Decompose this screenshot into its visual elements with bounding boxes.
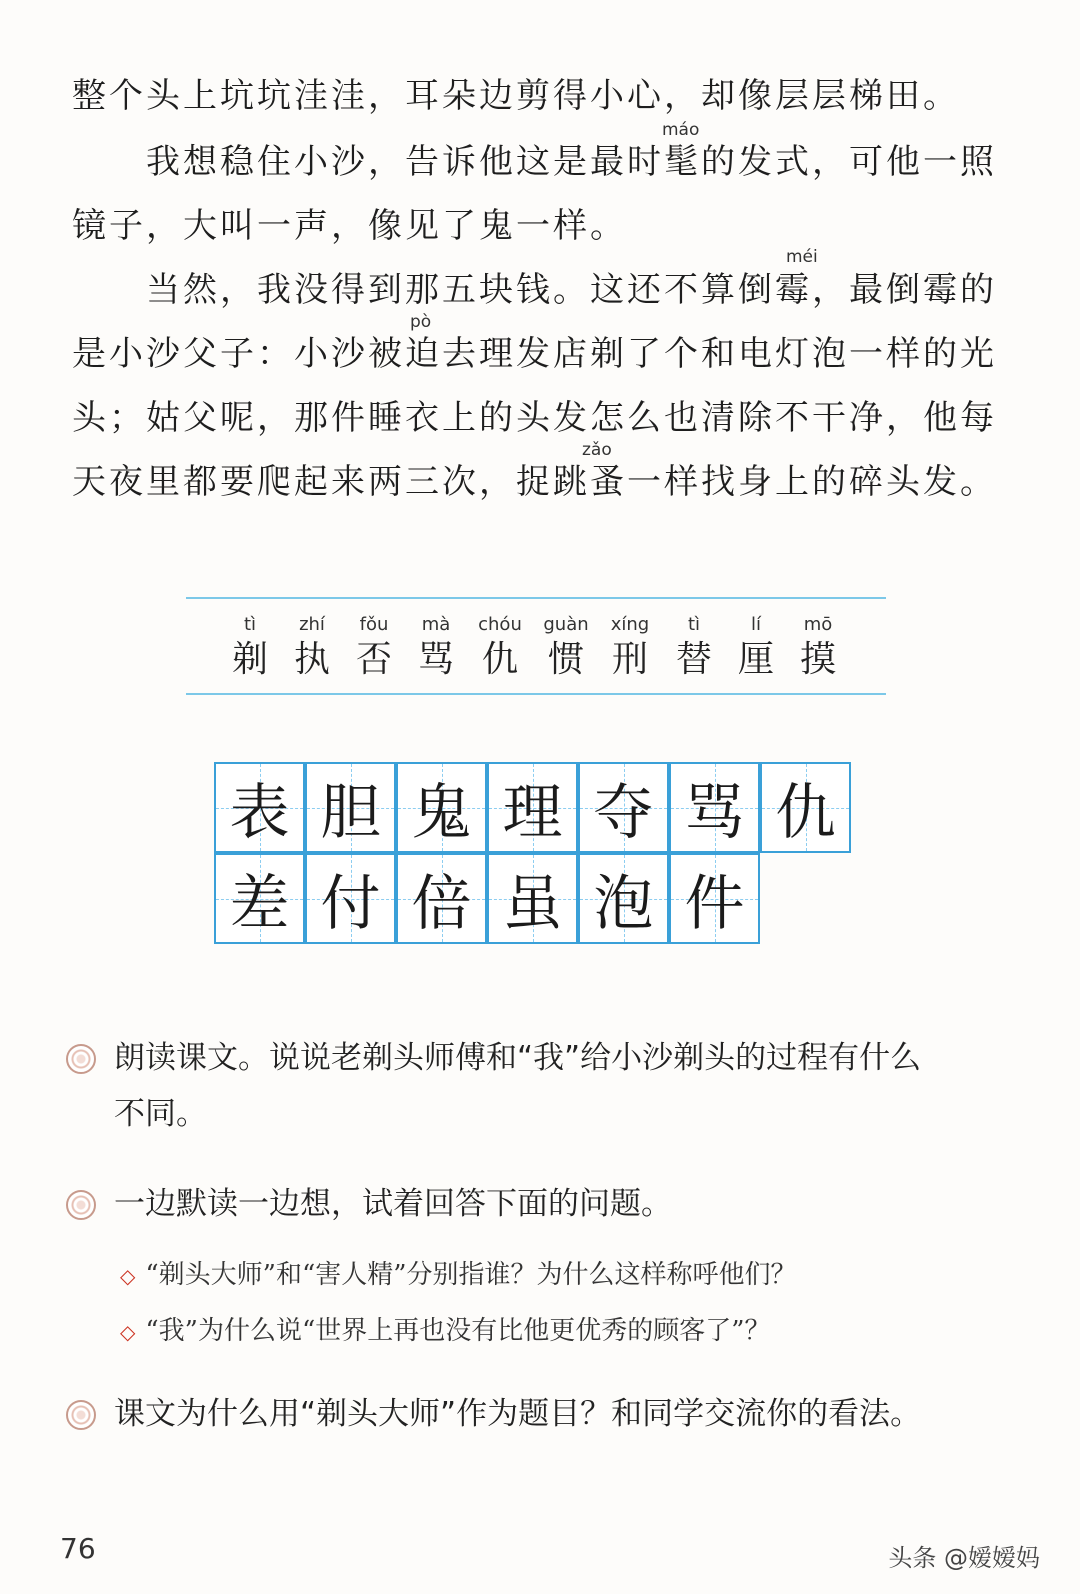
passage-line-6: 头；姑父呢，那件睡衣上的头发怎么也清除不干净，他每 — [72, 398, 997, 438]
band-bottom-rule — [186, 693, 886, 695]
new-char-9: lí 厘 — [737, 614, 774, 680]
passage-line-2: 我想稳住小沙，告诉他这是最时髦的发式，可他一照 — [146, 142, 997, 182]
passage-line-7: 天夜里都要爬起来两三次，捉跳蚤一样找身上的碎头发。 — [72, 462, 997, 502]
grid-cell: 件 — [669, 853, 760, 944]
new-char-8: tì 替 — [675, 614, 712, 680]
question-1-line-2: 不同。 — [114, 1096, 207, 1132]
passage-line-5: 是小沙父子：小沙被迫去理发店剃了个和电灯泡一样的光 — [72, 334, 997, 374]
grid-cell: 泡 — [578, 853, 669, 944]
question-2-sub-2: ◇ “我”为什么说“世界上再也没有比他更优秀的顾客了”？ — [120, 1316, 771, 1346]
grid-cell: 胆 — [305, 762, 396, 853]
band-top-rule — [186, 597, 886, 599]
pinyin-annotation-zao: zǎo — [582, 440, 612, 460]
question-2-sub-1: ◇ “剃头大师”和“害人精”分别指谁？为什么这样称呼他们？ — [120, 1260, 797, 1290]
new-char-4: mà 骂 — [417, 614, 454, 680]
diamond-icon: ◇ — [120, 1320, 136, 1344]
question-2: 一边默读一边想，试着回答下面的问题。 — [114, 1186, 672, 1222]
new-char-3: fǒu 否 — [355, 614, 392, 680]
new-char-5: chóu 仇 — [478, 614, 522, 680]
passage-line-1: 整个头上坑坑洼洼，耳朵边剪得小心，却像层层梯田。 — [72, 76, 960, 116]
new-char-6: guàn 惯 — [543, 614, 589, 680]
new-char-1: tì 剃 — [231, 614, 268, 680]
pinyin-annotation-po: pò — [410, 312, 432, 332]
new-char-7: xíng 刑 — [610, 614, 650, 680]
passage-line-4: 当然，我没得到那五块钱。这还不算倒霉，最倒霉的 — [146, 270, 997, 310]
new-char-2: zhí 执 — [293, 614, 330, 680]
pinyin-annotation-mei: méi — [786, 247, 818, 267]
grid-cell: 仇 — [760, 762, 851, 853]
grid-cell: 差 — [214, 853, 305, 944]
question-3: 课文为什么用“剃头大师”作为题目？和同学交流你的看法。 — [114, 1396, 922, 1432]
pinyin-annotation-mao: máo — [662, 120, 700, 140]
grid-cell: 理 — [487, 762, 578, 853]
question-bullet-icon — [66, 1190, 96, 1220]
question-bullet-icon — [66, 1400, 96, 1430]
passage-line-3: 镜子，大叫一声，像见了鬼一样。 — [72, 206, 627, 246]
question-bullet-icon — [66, 1044, 96, 1074]
question-1-line-1: 朗读课文。说说老剃头师傅和“我”给小沙剃头的过程有什么 — [114, 1040, 922, 1076]
grid-cell: 鬼 — [396, 762, 487, 853]
grid-cell: 夺 — [578, 762, 669, 853]
watermark: 头条 @嫒嫒妈 — [888, 1544, 1040, 1572]
page-number: 76 — [60, 1532, 96, 1565]
grid-cell: 倍 — [396, 853, 487, 944]
grid-cell: 虽 — [487, 853, 578, 944]
diamond-icon: ◇ — [120, 1264, 136, 1288]
grid-cell: 表 — [214, 762, 305, 853]
grid-cell: 骂 — [669, 762, 760, 853]
new-char-10: mō 摸 — [799, 614, 836, 680]
grid-cell: 付 — [305, 853, 396, 944]
